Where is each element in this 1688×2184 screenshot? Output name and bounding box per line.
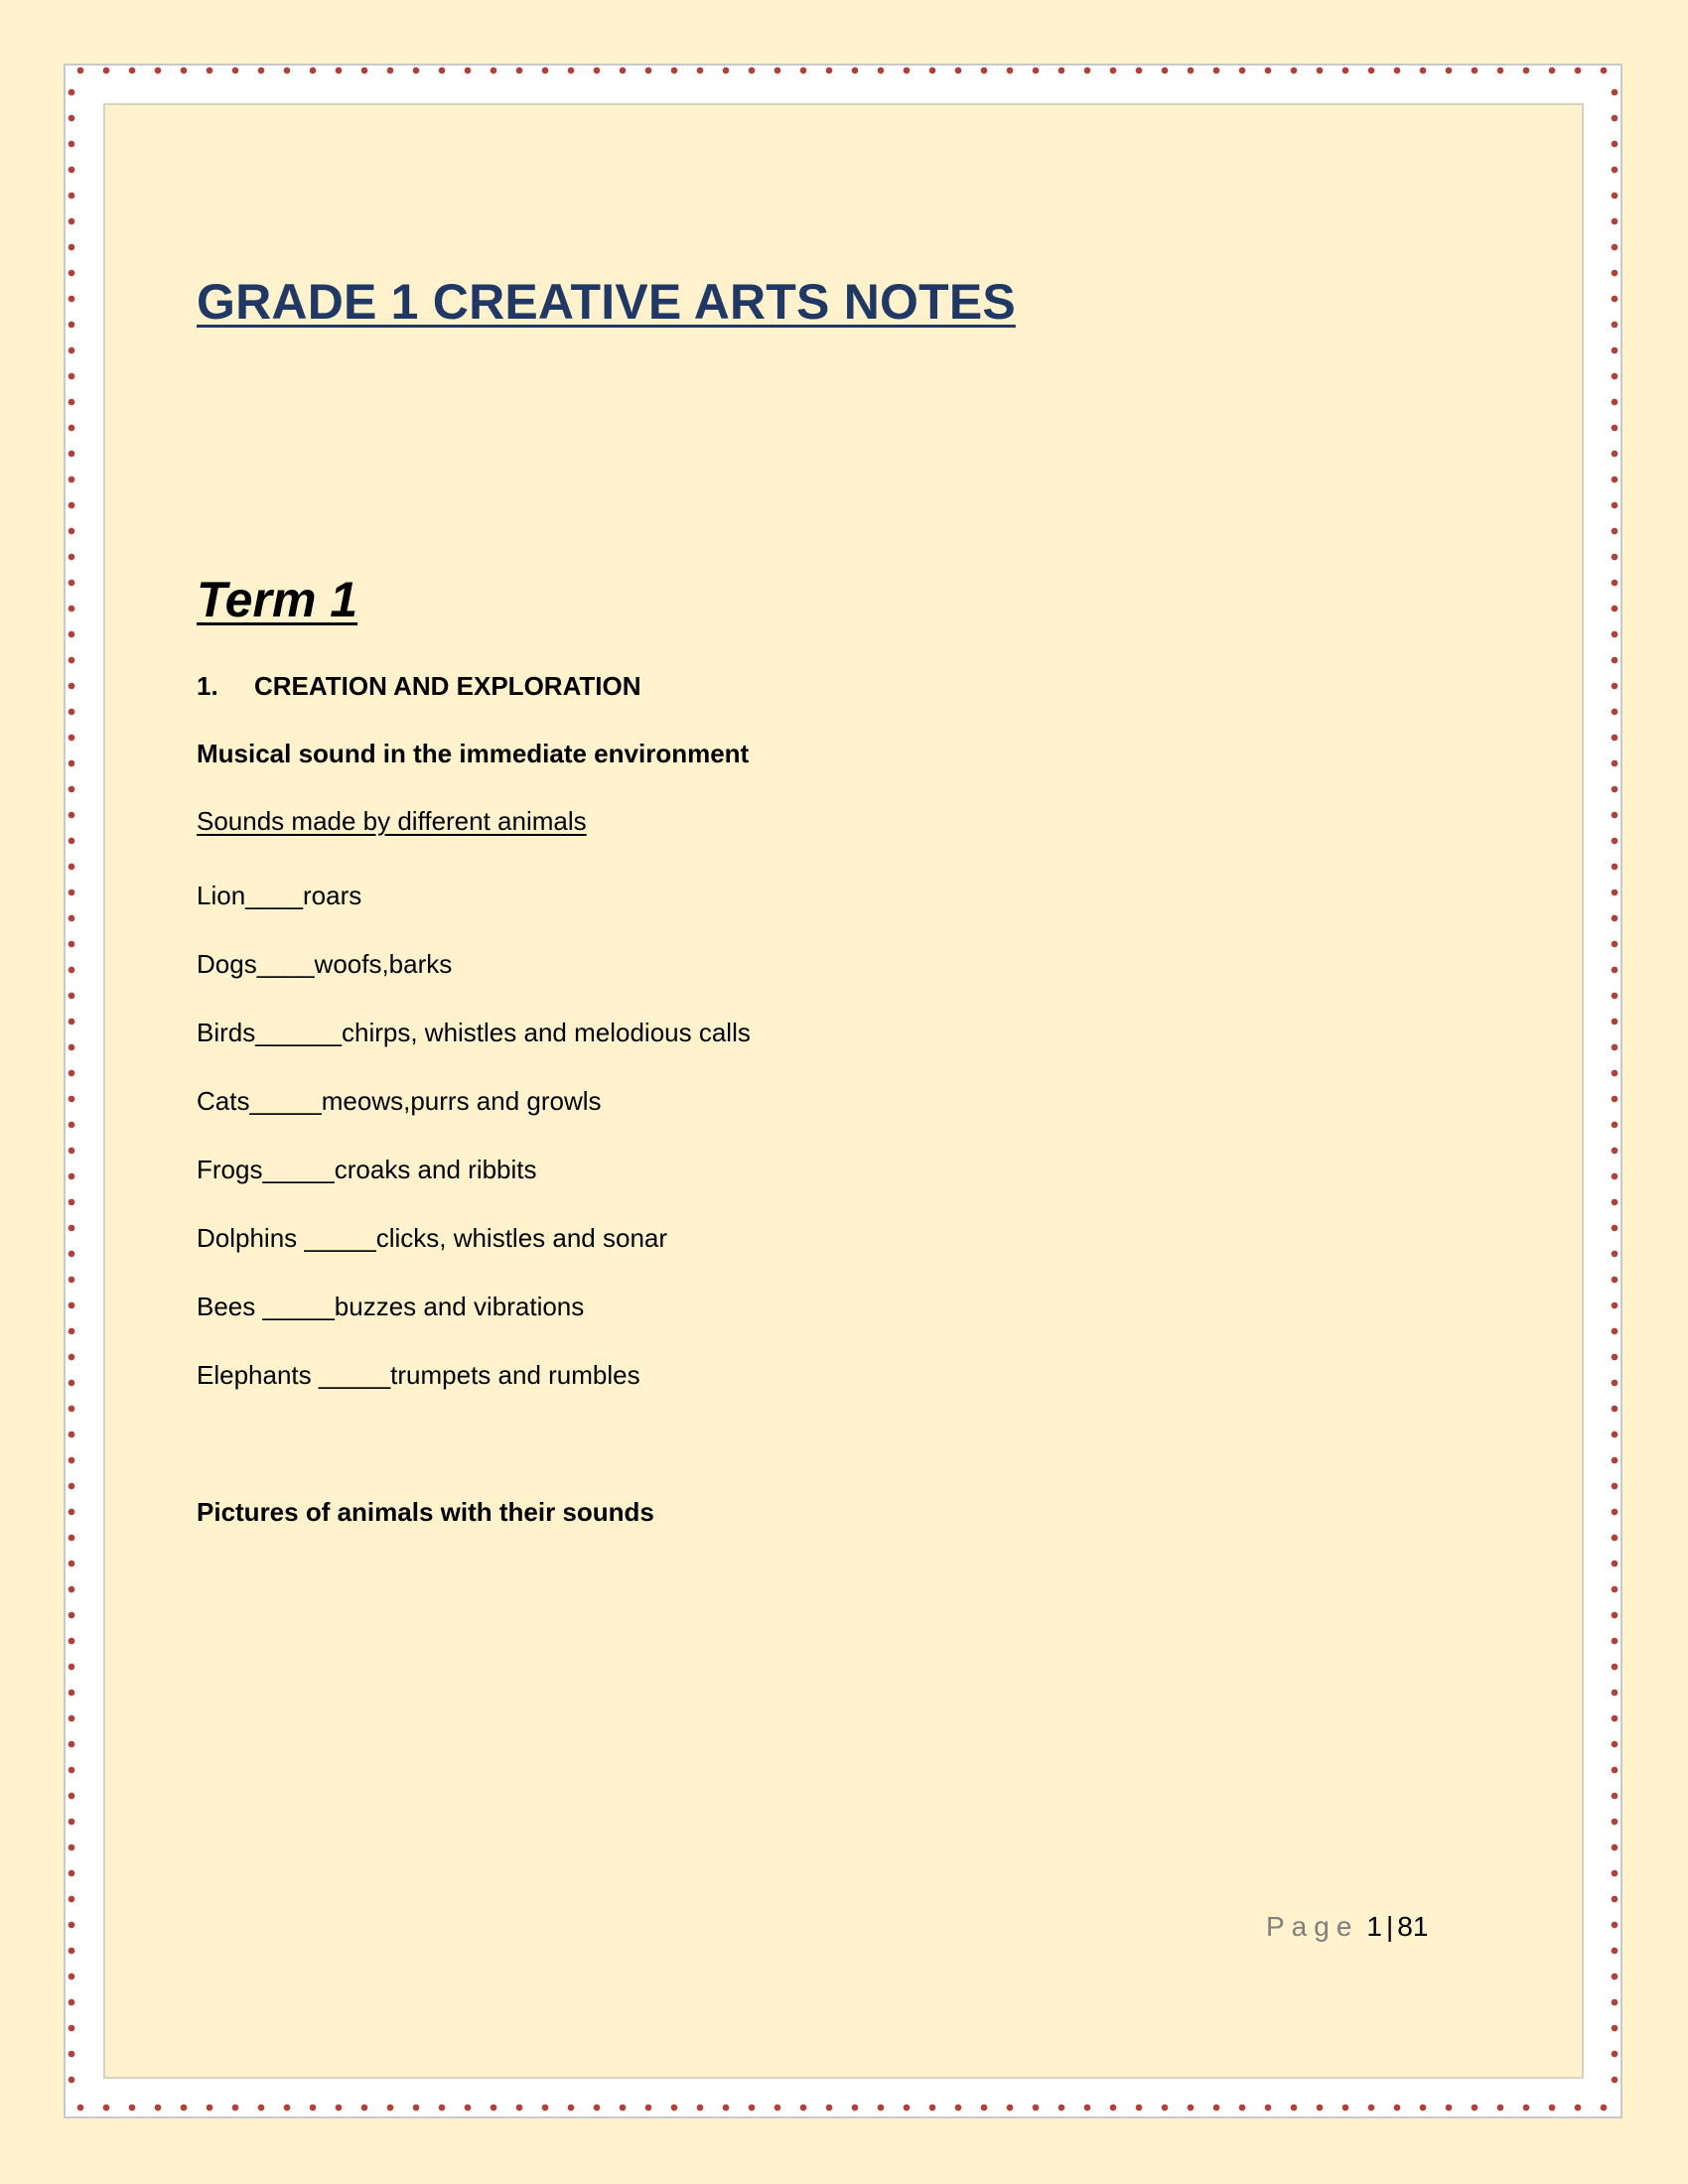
list-item: Dolphins _____clicks, whistles and sonar: [197, 1223, 668, 1253]
subheading: Musical sound in the immediate environment: [197, 739, 750, 768]
page-footer: [1266, 1911, 1428, 1943]
decorative-border-right: [1609, 79, 1620, 2101]
list-item: Birds______chirps, whistles and melodious calls: [197, 1018, 751, 1047]
pictures-heading: Pictures of animals with their sounds: [197, 1497, 654, 1527]
list-item: Lion____roars: [197, 881, 362, 910]
term-heading: Term 1: [197, 572, 358, 627]
decorative-border-bottom: [68, 2102, 1618, 2114]
section-title: CREATION AND EXPLORATION: [254, 671, 641, 701]
document-title: GRADE 1 CREATIVE ARTS NOTES: [197, 274, 1016, 330]
page-number: 1: [1366, 1911, 1382, 1942]
animal-sounds-list: [197, 881, 751, 1429]
total-pages: 81: [1397, 1911, 1429, 1942]
decorative-border-top: [68, 65, 1618, 76]
section-heading: [197, 671, 641, 702]
decorative-border-left: [66, 79, 77, 2101]
topic-label: Sounds made by different animals: [197, 806, 587, 836]
list-item: Cats_____meows,purrs and growls: [197, 1086, 602, 1116]
list-item: Bees _____buzzes and vibrations: [197, 1292, 585, 1321]
list-item: Elephants _____trumpets and rumbles: [197, 1360, 640, 1390]
list-item: Frogs_____croaks and ribbits: [197, 1155, 537, 1184]
page-separator: |: [1385, 1911, 1394, 1942]
section-number: 1.: [197, 671, 218, 701]
page-label: Page: [1266, 1911, 1359, 1942]
list-item: Dogs____woofs,barks: [197, 949, 453, 979]
